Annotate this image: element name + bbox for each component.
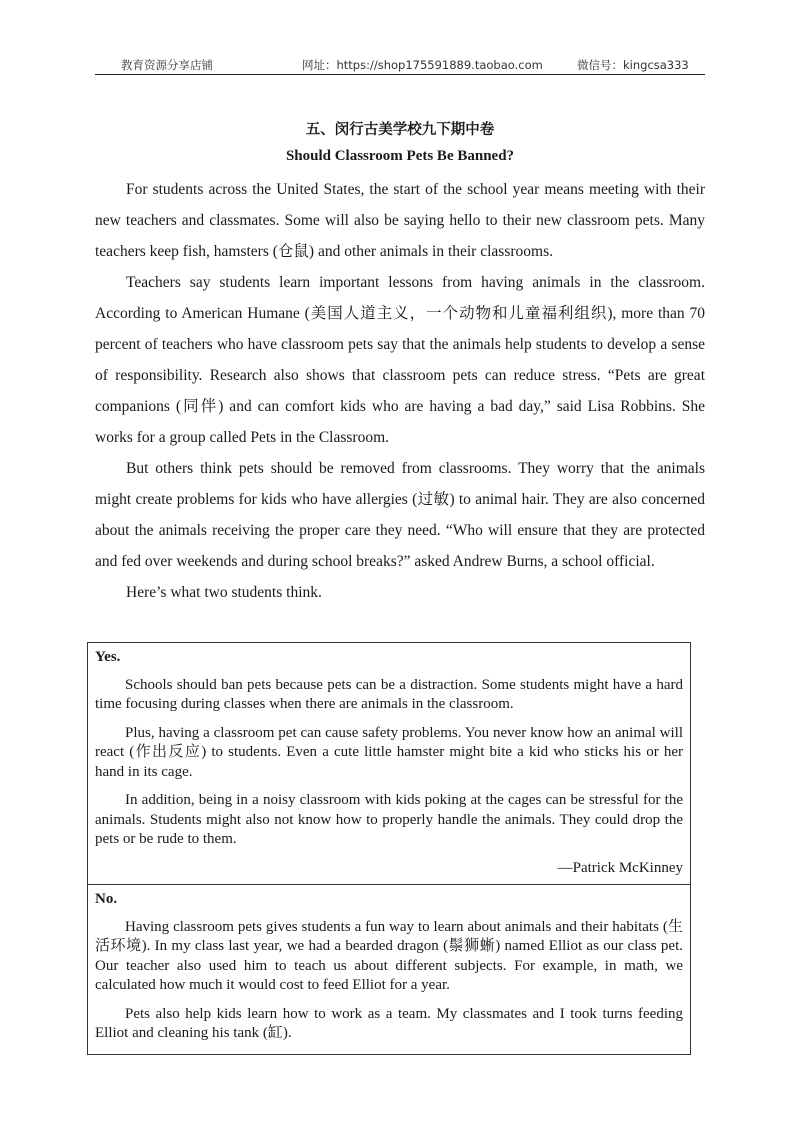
paragraph-1: For students across the United States, the start of the school year means meeting with their new teachers and classmates. Some will also be saying hello to their new classroom pets. Many teachers keep fish, hamsters (仓鼠) and other animals in their classrooms.	[95, 181, 705, 260]
yes-paragraph-3: In addition, being in a noisy classroom with kids poking at the cages can be stressful for the animals. Students might also not know how to properly handle the animals. They could drop the pets or be rude to them.	[95, 792, 683, 847]
opinion-boxes	[87, 642, 691, 1055]
article-title: Should Classroom Pets Be Banned?	[285, 148, 515, 164]
header-url: 网址：https://shop175591889.taobao.com	[302, 58, 543, 72]
yes-paragraph-1: Schools should ban pets because pets can be a distraction. Some students might have a hard time focusing during classes when there are animals in the classroom.	[95, 676, 683, 712]
no-paragraph-2: Pets also help kids learn how to work as a team. My classmates and I took turns feeding Elliot and cleaning his tank (缸).	[95, 1005, 683, 1041]
paragraph-3: But others think pets should be removed from classrooms. They worry that the animals might create problems for kids who have allergies (过敏) to animal hair. They are also concerned about the animals receiving the proper care they need. “Who will ensure that they are protected and fed over weekends and during school breaks?” asked Andrew Burns, a school official.	[95, 460, 705, 570]
no-label: No.	[95, 891, 118, 907]
page-header	[95, 56, 705, 75]
paragraph-2: Teachers say students learn important lessons from having animals in the classroom. According to American Humane (美国人道主义，一个动物和儿童福利组织), more than 70 percent of teachers who have classroom pets say that the animals help students to develop a sense of responsibility. Research also shows that classroom pets can reduce stress. “Pets are great companions (同伴) and can comfort kids who are having a bad day,” said Lisa Robbins. She works for a group called Pets in the Classroom.	[95, 274, 705, 446]
header-shop-name: 教育资源分享店铺	[121, 58, 213, 72]
paragraph-4: Here’s what two students think.	[126, 584, 322, 601]
header-wechat: 微信号：kingcsa333	[577, 58, 689, 72]
article-body	[95, 174, 705, 608]
yes-box	[88, 643, 690, 884]
yes-paragraph-2: Plus, having a classroom pet can cause safety problems. You never know how an animal will react (作出反应) to students. Even a cute little hamster might bite a kid who sticks his or her hand in its cage.	[95, 724, 683, 780]
yes-signature: —Patrick McKinney	[557, 859, 683, 876]
no-paragraph-1: Having classroom pets gives students a fun way to learn about animals and their habitats (生活环境). In my class last year, we had a bearded dragon (鬃狮蜥) named Elliot as our class pet. Our teacher also used him to teach us about different subjects. For example, in math, we calculated how much it would cost to feed Elliot for a year.	[95, 918, 683, 993]
yes-label: Yes.	[95, 649, 121, 665]
no-box	[88, 884, 690, 1054]
section-title: 五、闵行古美学校九下期中卷	[305, 122, 495, 138]
